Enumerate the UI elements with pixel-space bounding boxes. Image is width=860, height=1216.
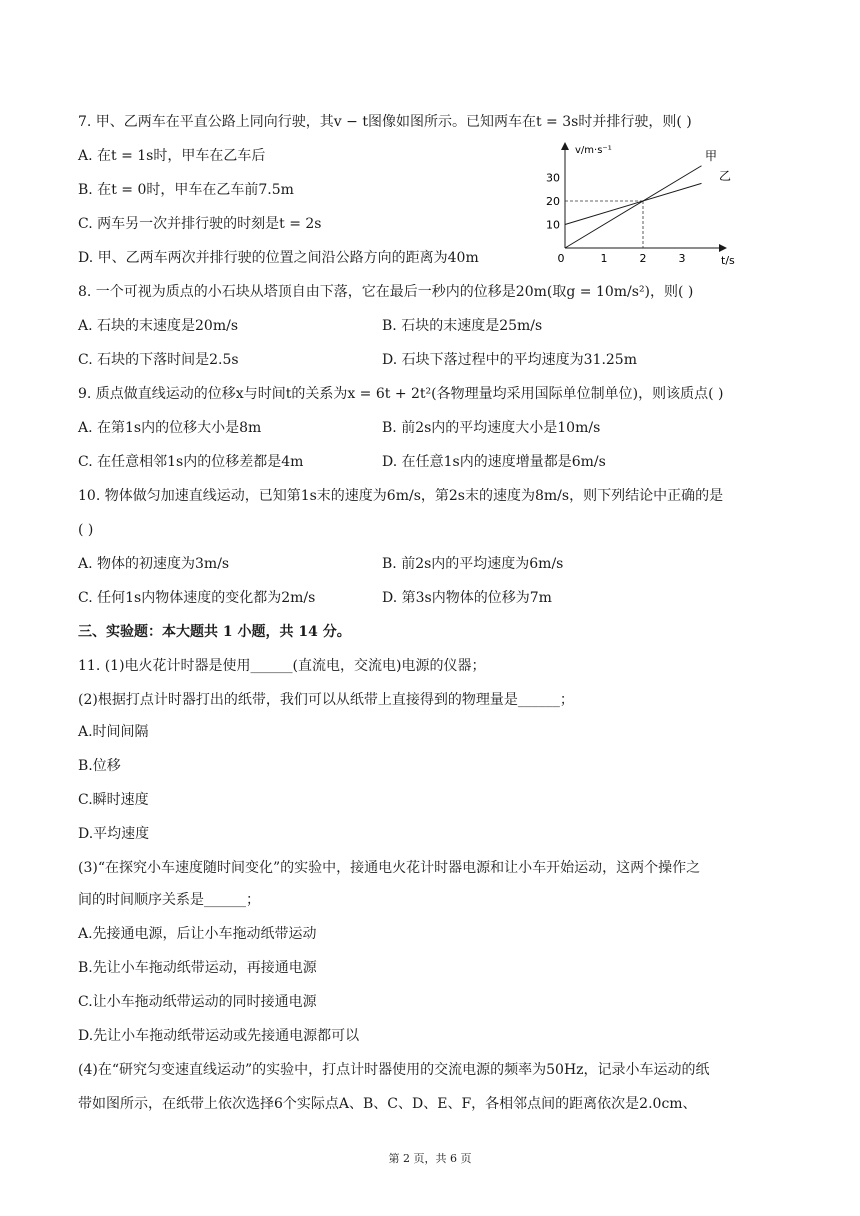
q10-option-b: B. 前2s内的平均速度为6m/s bbox=[382, 556, 564, 572]
q7-option-d: D. 甲、乙两车两次并排行驶的位置之间沿公路方向的距离为40m bbox=[78, 250, 479, 266]
q8-option-a: A. 石块的末速度是20m/s bbox=[78, 318, 239, 334]
q11-p3-option-c: C.让小车拖动纸带运动的同时接通电源 bbox=[78, 994, 317, 1010]
x-tick-2: 2 bbox=[639, 252, 647, 265]
q10-stem: 10. 物体做匀加速直线运动，已知第1s末的速度为6m/s，第2s末的速度为8m/s，则下列结论中正确的是 bbox=[78, 488, 724, 504]
q9-stem: 9. 质点做直线运动的位移x与时间t的关系为x = 6t + 2t²(各物理量均采用国际单位制单位)，则该质点( ) bbox=[78, 386, 724, 402]
q11-part3-line2: 间的时间顺序关系是______； bbox=[78, 892, 260, 908]
q11-p2-option-a: A.时间间隔 bbox=[78, 724, 149, 740]
q9-option-a: A. 在第1s内的位移大小是8m bbox=[78, 420, 262, 436]
q11-part1: 11. (1)电火花计时器是使用______(直流电，交流电)电源的仪器； bbox=[78, 658, 486, 674]
vt-graph bbox=[545, 140, 745, 270]
q11-p2-option-b: B.位移 bbox=[78, 758, 121, 774]
q11-part2: (2)根据打点计时器打出的纸带，我们可以从纸带上直接得到的物理量是______； bbox=[78, 692, 574, 708]
q9-option-c: C. 在任意相邻1s内的位移差都是4m bbox=[78, 454, 304, 470]
q10-option-c: C. 任何1s内物体速度的变化都为2m/s bbox=[78, 590, 316, 606]
series-label-yi: 乙 bbox=[719, 169, 732, 183]
q11-p3-option-d: D.先让小车拖动纸带运动或先接通电源都可以 bbox=[78, 1028, 360, 1044]
q11-p2-option-c: C.瞬时速度 bbox=[78, 792, 149, 808]
q9-option-d: D. 在任意1s内的速度增量都是6m/s bbox=[382, 454, 606, 470]
series-label-jia: 甲 bbox=[705, 149, 718, 163]
x-tick-3: 3 bbox=[678, 252, 686, 265]
q11-part3-line1: (3)“在探究小车速度随时间变化”的实验中，接通电火花计时器电源和让小车开始运动，这两个操作之 bbox=[78, 860, 701, 876]
q7-stem: 7. 甲、乙两车在平直公路上同向行驶，其v − t图像如图所示。已知两车在t = 3s时并排行驶，则( ) bbox=[78, 114, 692, 130]
q11-part4-line1: (4)在“研究匀变速直线运动”的实验中，打点计时器使用的交流电源的频率为50Hz，记录小车运动的纸 bbox=[78, 1062, 710, 1078]
series-line-yi bbox=[565, 183, 702, 224]
q8-option-c: C. 石块的下落时间是2.5s bbox=[78, 352, 239, 368]
origin-label: 0 bbox=[557, 252, 565, 265]
q8-option-b: B. 石块的末速度是25m/s bbox=[382, 318, 543, 334]
q7-option-b: B. 在t = 0时，甲车在乙车前7.5m bbox=[78, 182, 294, 198]
y-tick-20: 20 bbox=[546, 195, 560, 208]
y-tick-30: 30 bbox=[546, 171, 560, 185]
q8-option-d: D. 石块下落过程中的平均速度为31.25m bbox=[382, 352, 637, 368]
section-heading: 三、实验题：本大题共 1 小题，共 14 分。 bbox=[78, 624, 351, 640]
y-axis-label: v/m·s⁻¹ bbox=[575, 145, 612, 156]
q11-part4-line2: 带如图所示，在纸带上依次选择6个实际点A、B、C、D、E、F，各相邻点间的距离依次是2.0cm、 bbox=[78, 1096, 697, 1112]
series-line-jia bbox=[565, 166, 702, 248]
q11-p3-option-b: B.先让小车拖动纸带运动，再接通电源 bbox=[78, 960, 317, 976]
page-footer: 第 2 页，共 6 页 bbox=[388, 1152, 472, 1165]
q11-p3-option-a: A.先接通电源，后让小车拖动纸带运动 bbox=[78, 926, 317, 942]
q7-option-a: A. 在t = 1s时，甲车在乙车后 bbox=[78, 148, 266, 164]
q7-option-c: C. 两车另一次并排行驶的时刻是t = 2s bbox=[78, 216, 322, 232]
q10-stem-cont: ( ) bbox=[78, 522, 94, 538]
x-axis-label: t/s bbox=[721, 254, 735, 267]
q9-option-b: B. 前2s内的平均速度大小是10m/s bbox=[382, 420, 601, 436]
q10-option-a: A. 物体的初速度为3m/s bbox=[78, 556, 230, 572]
q10-option-d: D. 第3s内物体的位移为7m bbox=[382, 590, 552, 606]
q11-p2-option-d: D.平均速度 bbox=[78, 826, 150, 842]
y-tick-10: 10 bbox=[546, 218, 560, 232]
q8-stem: 8. 一个可视为质点的小石块从塔顶自由下落，它在最后一秒内的位移是20m(取g = 10m/s²)，则( ) bbox=[78, 284, 694, 300]
x-tick-1: 1 bbox=[600, 252, 608, 265]
